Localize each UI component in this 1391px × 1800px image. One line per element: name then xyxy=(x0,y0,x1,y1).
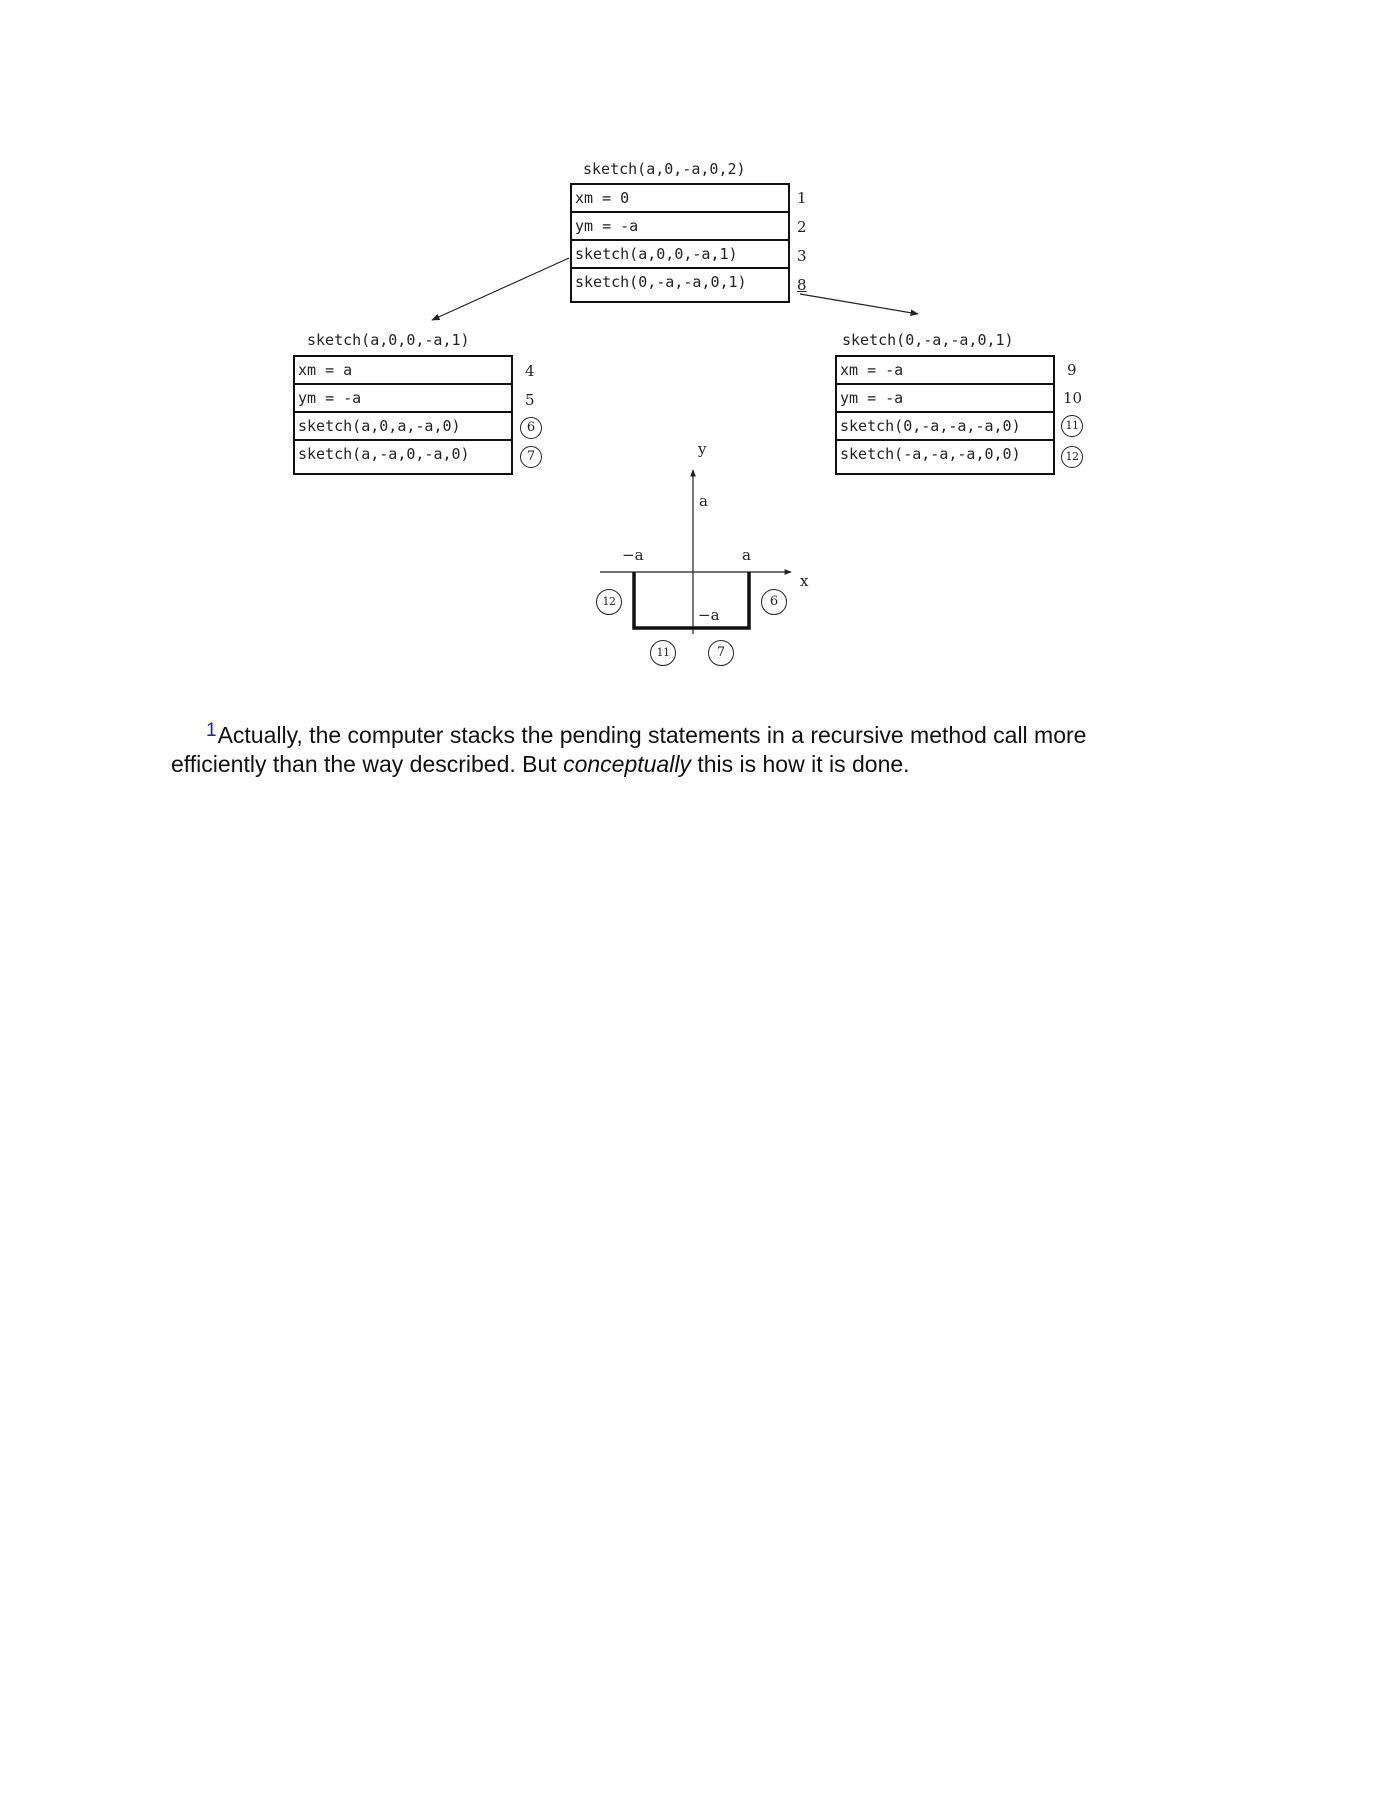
left-frame-table xyxy=(293,355,513,475)
footnote-text: Actually, the computer stacks the pending statements in a recursive method call more efficiently than the way described. But xyxy=(171,722,1087,777)
recursion-diagram xyxy=(0,0,1391,720)
footnote xyxy=(171,716,1171,779)
step-number: 4 xyxy=(525,362,535,380)
segment-label-circled: 11 xyxy=(650,640,676,666)
top-frame-row: sketch(a,0,0,-a,1) xyxy=(572,241,788,269)
y-axis-label: y xyxy=(698,440,707,458)
left-frame-row: xm = a xyxy=(295,357,511,385)
right-frame-row: xm = -a xyxy=(837,357,1053,385)
step-number-circled: 11 xyxy=(1061,415,1083,437)
step-number: 5 xyxy=(525,391,535,409)
top-frame-row: sketch(0,-a,-a,0,1) xyxy=(575,273,747,291)
right-frame-table xyxy=(835,355,1055,475)
left-frame-row: sketch(a,0,a,-a,0) xyxy=(295,413,511,441)
right-frame-row: sketch(-a,-a,-a,0,0) xyxy=(840,445,1021,463)
call-arrow-right xyxy=(800,294,918,314)
bottom-tick-label: −a xyxy=(698,606,720,624)
top-frame-row: xm = 0 xyxy=(572,185,788,213)
left-frame-title: sketch(a,0,0,-a,1) xyxy=(307,331,470,349)
right-frame-row: sketch(0,-a,-a,-a,0) xyxy=(837,413,1053,441)
top-frame-table xyxy=(570,183,790,303)
footnote-marker[interactable]: 1 xyxy=(206,720,217,741)
step-number-circled: 12 xyxy=(1061,446,1083,468)
footnote-text-end: this is how it is done. xyxy=(690,751,910,777)
x-axis-label: x xyxy=(800,572,809,590)
right-frame-row: ym = -a xyxy=(837,385,1053,413)
call-arrow-left xyxy=(432,258,569,320)
step-number: 3 xyxy=(797,247,807,265)
x-tick-label-positive: a xyxy=(742,546,751,564)
right-frame-title: sketch(0,-a,-a,0,1) xyxy=(842,331,1014,349)
step-number: 2 xyxy=(797,218,807,236)
top-frame-row: ym = -a xyxy=(572,213,788,241)
step-number: 8 xyxy=(797,276,807,294)
segment-label-circled: 6 xyxy=(761,589,787,615)
step-number-circled: 7 xyxy=(520,446,542,468)
segment-label-circled: 12 xyxy=(596,589,622,615)
y-tick-label: a xyxy=(699,492,708,510)
step-number: 1 xyxy=(797,189,807,207)
left-frame-row: sketch(a,-a,0,-a,0) xyxy=(298,445,470,463)
footnote-emphasis: conceptually xyxy=(563,751,691,777)
top-frame-title: sketch(a,0,-a,0,2) xyxy=(583,160,746,178)
step-number: 9 xyxy=(1067,361,1077,379)
step-number: 10 xyxy=(1063,389,1083,407)
x-tick-label-negative: −a xyxy=(622,546,644,564)
sketch-path xyxy=(634,572,749,628)
segment-label-circled: 7 xyxy=(708,640,734,666)
left-frame-row: ym = -a xyxy=(295,385,511,413)
step-number-circled: 6 xyxy=(520,417,542,439)
diagram-lines xyxy=(0,0,1391,720)
